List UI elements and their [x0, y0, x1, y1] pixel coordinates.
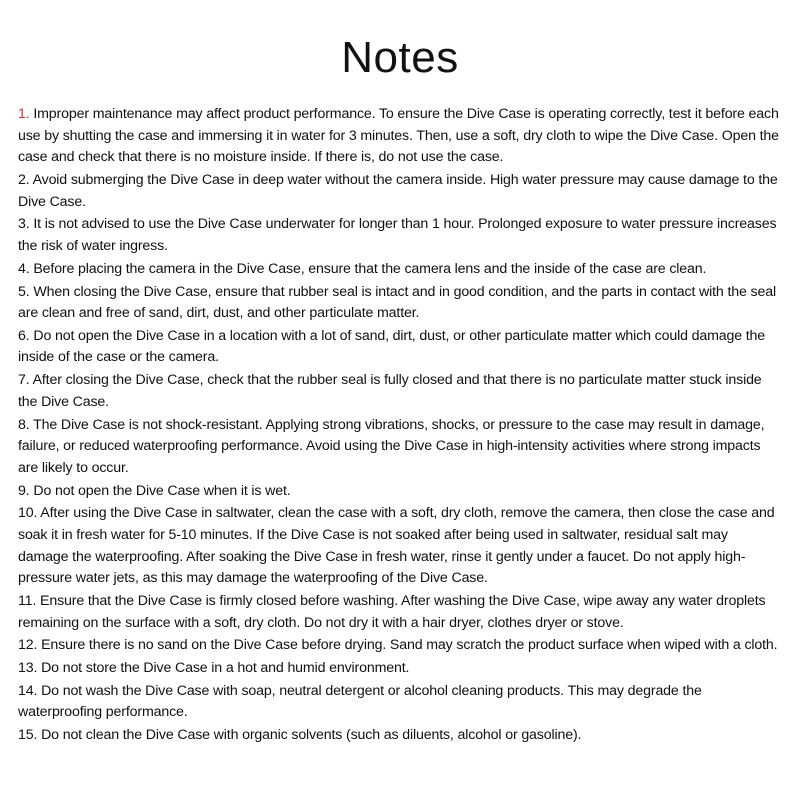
note-item	[18, 326, 782, 369]
note-text: Before placing the camera in the Dive Case, ensure that the camera lens and the inside of the case are clean.	[33, 260, 707, 277]
note-number: 5.	[18, 283, 30, 300]
note-number: 9.	[18, 482, 30, 499]
note-number: 15.	[18, 727, 38, 744]
note-number: 10.	[18, 505, 38, 522]
note-text: Do not wash the Dive Case with soap, neutral detergent or alcohol cleaning products. This may degrade the waterproofing performance.	[18, 682, 702, 721]
note-text: Do not open the Dive Case in a location with a lot of sand, dirt, dust, or other particulate matter which could damage the inside of the case or the camera.	[18, 327, 766, 366]
note-text: Do not open the Dive Case when it is wet.	[33, 482, 291, 499]
note-item	[18, 282, 782, 325]
note-text: After using the Dive Case in saltwater, clean the case with a soft, dry cloth, remove the camera, then close the case and soak it in fresh water for 5-10 minutes. If the Dive Case is not soaked after being used in saltwater, residual salt may damage the waterproofing. After soaking the Dive Case in fresh water, rinse it gently under a faucet. Do not apply high-pressure water jets, as this may damage the waterproofing of the Dive Case.	[18, 505, 775, 587]
note-number: 1.	[18, 106, 30, 122]
note-item	[18, 725, 782, 747]
note-text: The Dive Case is not shock-resistant. Applying strong vibrations, shocks, or pressure to the case may result in damage, failure, or reduced waterproofing performance. Avoid using the Dive Case in high-intensity activities where strong impacts are likely to occur.	[18, 416, 765, 476]
note-text: Improper maintenance may affect product performance. To ensure the Dive Case is operating correctly, test it before each use by shutting the case and immersing it in water for 3 minutes. Then, use a soft, dry cloth to wipe the Dive Case. Open the case and check that there is no moisture inside. If there is, do not use the case.	[18, 106, 779, 166]
note-text: Do not clean the Dive Case with organic solvents (such as diluents, alcohol or gasoline).	[41, 727, 582, 744]
note-item	[18, 415, 782, 480]
notes-list	[18, 104, 782, 747]
note-number: 14.	[18, 682, 38, 699]
note-item	[18, 481, 782, 503]
note-text: After closing the Dive Case, check that the rubber seal is fully closed and that there is no particulate matter stuck inside the Dive Case.	[18, 372, 762, 410]
note-number: 2.	[18, 171, 30, 188]
note-text: Ensure there is no sand on the Dive Case before drying. Sand may scratch the product surface when wiped with a cloth.	[41, 637, 778, 654]
note-number: 11.	[18, 592, 37, 609]
note-number: 13.	[18, 660, 38, 677]
note-item	[18, 591, 782, 634]
note-number: 3.	[18, 216, 30, 233]
note-text: It is not advised to use the Dive Case underwater for longer than 1 hour. Prolonged exposure to water pressure increases the risk of water ingress.	[18, 216, 777, 254]
note-number: 8.	[18, 416, 30, 433]
note-item	[18, 214, 782, 257]
note-item	[18, 681, 782, 724]
note-item	[18, 259, 782, 281]
note-item	[18, 104, 782, 169]
note-item	[18, 503, 782, 589]
note-text: Ensure that the Dive Case is firmly closed before washing. After washing the Dive Case, wipe away any water droplets remaining on the surface with a soft, dry cloth. Do not dry it with a hair dryer, clothes dryer or stove.	[18, 592, 766, 631]
note-number: 4.	[18, 260, 30, 277]
note-number: 6.	[18, 327, 30, 344]
note-item	[18, 658, 782, 680]
note-item	[18, 635, 782, 657]
note-text: Do not store the Dive Case in a hot and humid environment.	[41, 660, 410, 677]
note-item	[18, 170, 782, 213]
note-text: When closing the Dive Case, ensure that rubber seal is intact and in good condition, and the parts in contact with the seal are clean and free of sand, dirt, dust, and other particulate matter.	[18, 283, 776, 322]
note-number: 7.	[18, 372, 30, 389]
page-title: Notes	[341, 33, 459, 82]
note-text: Avoid submerging the Dive Case in deep water without the camera inside. High water pressure may cause damage to the Dive Case.	[18, 171, 778, 210]
note-item	[18, 370, 782, 413]
note-number: 12.	[18, 637, 38, 654]
